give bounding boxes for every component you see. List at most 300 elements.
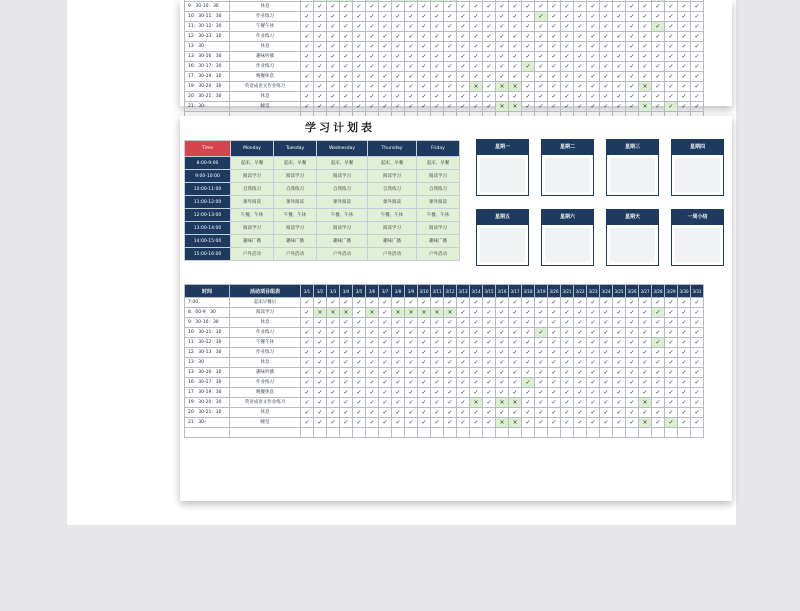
- check-mark-cell[interactable]: ✓: [587, 398, 600, 408]
- check-mark-cell[interactable]: ✓: [483, 378, 496, 388]
- empty-cell[interactable]: [639, 428, 652, 438]
- empty-cell[interactable]: [652, 428, 665, 438]
- check-mark-cell[interactable]: ✓: [444, 82, 457, 92]
- check-mark-cell[interactable]: ✓: [340, 32, 353, 42]
- check-mark-cell[interactable]: ✓: [652, 82, 665, 92]
- empty-cell[interactable]: [574, 428, 587, 438]
- check-mark-cell[interactable]: ✓: [301, 388, 314, 398]
- check-mark-cell[interactable]: ✓: [470, 92, 483, 102]
- check-mark-cell[interactable]: ✓: [665, 92, 678, 102]
- check-mark-cell[interactable]: ✓: [470, 102, 483, 112]
- check-mark-cell[interactable]: ✓: [483, 42, 496, 52]
- plan-activity-cell[interactable]: 起床、早餐: [274, 157, 317, 170]
- check-mark-cell[interactable]: ✓: [431, 378, 444, 388]
- check-mark-cell[interactable]: ✓: [509, 42, 522, 52]
- check-mark-cell[interactable]: ✓: [301, 338, 314, 348]
- check-mark-cell[interactable]: ✓: [314, 418, 327, 428]
- check-mark-cell[interactable]: ✓: [600, 398, 613, 408]
- empty-cell[interactable]: [522, 428, 535, 438]
- check-mark-cell[interactable]: ✓: [574, 12, 587, 22]
- check-mark-cell[interactable]: ✓: [574, 298, 587, 308]
- check-mark-cell[interactable]: ✓: [379, 92, 392, 102]
- check-mark-cell[interactable]: ✓: [626, 388, 639, 398]
- check-mark-cell[interactable]: ✓: [314, 52, 327, 62]
- check-mark-cell[interactable]: ✓: [626, 368, 639, 378]
- check-mark-cell[interactable]: ✓: [431, 358, 444, 368]
- check-mark-cell[interactable]: ✓: [327, 82, 340, 92]
- check-mark-cell[interactable]: ✓: [483, 338, 496, 348]
- check-mark-cell[interactable]: ✓: [301, 102, 314, 112]
- check-mark-cell[interactable]: ✓: [314, 12, 327, 22]
- check-mark-cell[interactable]: ✓: [561, 22, 574, 32]
- empty-cell[interactable]: [405, 428, 418, 438]
- check-mark-cell[interactable]: ✓: [691, 338, 704, 348]
- check-mark-cell[interactable]: ✓: [340, 72, 353, 82]
- check-mark-cell[interactable]: ✓: [574, 102, 587, 112]
- check-mark-cell[interactable]: ✓: [535, 12, 548, 22]
- empty-cell[interactable]: [392, 428, 405, 438]
- check-mark-cell[interactable]: ✓: [613, 318, 626, 328]
- check-mark-cell[interactable]: ✓: [483, 52, 496, 62]
- check-mark-cell[interactable]: ✓: [574, 72, 587, 82]
- check-mark-cell[interactable]: ✓: [548, 32, 561, 42]
- check-mark-cell[interactable]: ✓: [431, 62, 444, 72]
- check-mark-cell[interactable]: ✓: [301, 398, 314, 408]
- check-mark-cell[interactable]: ✓: [431, 52, 444, 62]
- check-mark-cell[interactable]: ✓: [561, 338, 574, 348]
- check-mark-cell[interactable]: ✓: [483, 408, 496, 418]
- check-mark-cell[interactable]: ✓: [587, 338, 600, 348]
- check-mark-cell[interactable]: ✓: [392, 298, 405, 308]
- check-mark-cell[interactable]: ✓: [678, 358, 691, 368]
- check-mark-cell[interactable]: ✓: [301, 72, 314, 82]
- check-mark-cell[interactable]: ✓: [626, 318, 639, 328]
- plan-activity-cell[interactable]: 午餐、午休: [274, 209, 317, 222]
- check-mark-cell[interactable]: ✓: [639, 22, 652, 32]
- check-mark-cell[interactable]: ✓: [327, 42, 340, 52]
- check-mark-cell[interactable]: ✓: [496, 62, 509, 72]
- cross-mark-cell[interactable]: ×: [470, 82, 483, 92]
- check-mark-cell[interactable]: ✓: [327, 328, 340, 338]
- check-mark-cell[interactable]: ✓: [405, 92, 418, 102]
- check-mark-cell[interactable]: ✓: [496, 348, 509, 358]
- check-mark-cell[interactable]: ✓: [652, 62, 665, 72]
- check-mark-cell[interactable]: ✓: [314, 318, 327, 328]
- check-mark-cell[interactable]: ✓: [444, 52, 457, 62]
- day-note-area[interactable]: [480, 228, 525, 262]
- check-mark-cell[interactable]: ✓: [483, 62, 496, 72]
- check-mark-cell[interactable]: ✓: [418, 338, 431, 348]
- check-mark-cell[interactable]: ✓: [379, 12, 392, 22]
- cross-mark-cell[interactable]: ×: [327, 308, 340, 318]
- check-mark-cell[interactable]: ✓: [600, 52, 613, 62]
- check-mark-cell[interactable]: ✓: [444, 368, 457, 378]
- check-mark-cell[interactable]: ✓: [418, 52, 431, 62]
- check-mark-cell[interactable]: ✓: [574, 418, 587, 428]
- check-mark-cell[interactable]: ✓: [314, 2, 327, 12]
- check-mark-cell[interactable]: ✓: [535, 298, 548, 308]
- cross-mark-cell[interactable]: ×: [509, 102, 522, 112]
- check-mark-cell[interactable]: ✓: [587, 102, 600, 112]
- check-mark-cell[interactable]: ✓: [639, 72, 652, 82]
- check-mark-cell[interactable]: ✓: [587, 72, 600, 82]
- check-mark-cell[interactable]: ✓: [522, 398, 535, 408]
- check-mark-cell[interactable]: ✓: [639, 42, 652, 52]
- plan-activity-cell[interactable]: 趣味广播: [231, 235, 274, 248]
- check-mark-cell[interactable]: ✓: [483, 418, 496, 428]
- check-mark-cell[interactable]: ✓: [678, 318, 691, 328]
- check-mark-cell[interactable]: ✓: [652, 72, 665, 82]
- check-mark-cell[interactable]: ✓: [314, 92, 327, 102]
- check-mark-cell[interactable]: ✓: [340, 318, 353, 328]
- check-mark-cell[interactable]: ✓: [691, 72, 704, 82]
- check-mark-cell[interactable]: ✓: [301, 368, 314, 378]
- check-mark-cell[interactable]: ✓: [366, 2, 379, 12]
- check-mark-cell[interactable]: ✓: [548, 378, 561, 388]
- check-mark-cell[interactable]: ✓: [405, 72, 418, 82]
- check-mark-cell[interactable]: ✓: [444, 42, 457, 52]
- check-mark-cell[interactable]: ✓: [366, 378, 379, 388]
- check-mark-cell[interactable]: ✓: [457, 418, 470, 428]
- check-mark-cell[interactable]: ✓: [457, 378, 470, 388]
- check-mark-cell[interactable]: ✓: [509, 32, 522, 42]
- check-mark-cell[interactable]: ✓: [353, 2, 366, 12]
- check-mark-cell[interactable]: ✓: [639, 358, 652, 368]
- check-mark-cell[interactable]: ✓: [470, 2, 483, 12]
- check-mark-cell[interactable]: ✓: [353, 338, 366, 348]
- cross-mark-cell[interactable]: ×: [470, 398, 483, 408]
- check-mark-cell[interactable]: ✓: [613, 348, 626, 358]
- check-mark-cell[interactable]: ✓: [561, 62, 574, 72]
- plan-activity-cell[interactable]: 自我练习: [231, 183, 274, 196]
- check-mark-cell[interactable]: ✓: [353, 408, 366, 418]
- check-mark-cell[interactable]: ✓: [561, 368, 574, 378]
- check-mark-cell[interactable]: ✓: [509, 338, 522, 348]
- check-mark-cell[interactable]: ✓: [548, 328, 561, 338]
- check-mark-cell[interactable]: ✓: [613, 62, 626, 72]
- check-mark-cell[interactable]: ✓: [496, 72, 509, 82]
- check-mark-cell[interactable]: ✓: [652, 318, 665, 328]
- check-mark-cell[interactable]: ✓: [613, 22, 626, 32]
- cross-mark-cell[interactable]: ×: [496, 418, 509, 428]
- check-mark-cell[interactable]: ✓: [457, 82, 470, 92]
- check-mark-cell[interactable]: ✓: [548, 62, 561, 72]
- check-mark-cell[interactable]: ✓: [678, 12, 691, 22]
- check-mark-cell[interactable]: ✓: [561, 12, 574, 22]
- check-mark-cell[interactable]: ✓: [405, 298, 418, 308]
- plan-activity-cell[interactable]: 起床、早餐: [317, 157, 368, 170]
- check-mark-cell[interactable]: ✓: [457, 318, 470, 328]
- check-mark-cell[interactable]: ✓: [587, 358, 600, 368]
- check-mark-cell[interactable]: ✓: [587, 318, 600, 328]
- check-mark-cell[interactable]: ✓: [522, 408, 535, 418]
- check-mark-cell[interactable]: ✓: [626, 358, 639, 368]
- check-mark-cell[interactable]: ✓: [392, 368, 405, 378]
- check-mark-cell[interactable]: ✓: [379, 308, 392, 318]
- check-mark-cell[interactable]: ✓: [353, 12, 366, 22]
- check-mark-cell[interactable]: ✓: [613, 102, 626, 112]
- check-mark-cell[interactable]: ✓: [405, 22, 418, 32]
- check-mark-cell[interactable]: ✓: [379, 102, 392, 112]
- check-mark-cell[interactable]: ✓: [418, 72, 431, 82]
- check-mark-cell[interactable]: ✓: [314, 22, 327, 32]
- check-mark-cell[interactable]: ✓: [561, 398, 574, 408]
- check-mark-cell[interactable]: ✓: [483, 82, 496, 92]
- check-mark-cell[interactable]: ✓: [379, 318, 392, 328]
- check-mark-cell[interactable]: ✓: [314, 102, 327, 112]
- check-mark-cell[interactable]: ✓: [366, 328, 379, 338]
- check-mark-cell[interactable]: ✓: [457, 12, 470, 22]
- check-mark-cell[interactable]: ✓: [665, 328, 678, 338]
- check-mark-cell[interactable]: ✓: [574, 62, 587, 72]
- check-mark-cell[interactable]: ✓: [522, 388, 535, 398]
- check-mark-cell[interactable]: ✓: [457, 298, 470, 308]
- check-mark-cell[interactable]: ✓: [496, 22, 509, 32]
- empty-cell[interactable]: [509, 428, 522, 438]
- check-mark-cell[interactable]: ✓: [366, 92, 379, 102]
- check-mark-cell[interactable]: ✓: [691, 22, 704, 32]
- check-mark-cell[interactable]: ✓: [561, 298, 574, 308]
- check-mark-cell[interactable]: ✓: [444, 22, 457, 32]
- check-mark-cell[interactable]: ✓: [496, 2, 509, 12]
- check-mark-cell[interactable]: ✓: [561, 2, 574, 12]
- check-mark-cell[interactable]: ✓: [366, 62, 379, 72]
- check-mark-cell[interactable]: ✓: [366, 42, 379, 52]
- check-mark-cell[interactable]: ✓: [470, 318, 483, 328]
- empty-cell[interactable]: [561, 428, 574, 438]
- check-mark-cell[interactable]: ✓: [470, 368, 483, 378]
- plan-activity-cell[interactable]: 课外阅读: [417, 196, 460, 209]
- check-mark-cell[interactable]: ✓: [392, 378, 405, 388]
- empty-cell[interactable]: [457, 428, 470, 438]
- check-mark-cell[interactable]: ✓: [405, 318, 418, 328]
- check-mark-cell[interactable]: ✓: [574, 358, 587, 368]
- check-mark-cell[interactable]: ✓: [561, 328, 574, 338]
- check-mark-cell[interactable]: ✓: [626, 2, 639, 12]
- check-mark-cell[interactable]: ✓: [574, 308, 587, 318]
- check-mark-cell[interactable]: ✓: [418, 62, 431, 72]
- check-mark-cell[interactable]: ✓: [418, 348, 431, 358]
- check-mark-cell[interactable]: ✓: [444, 348, 457, 358]
- check-mark-cell[interactable]: ✓: [587, 388, 600, 398]
- check-mark-cell[interactable]: ✓: [535, 418, 548, 428]
- check-mark-cell[interactable]: ✓: [353, 308, 366, 318]
- check-mark-cell[interactable]: ✓: [535, 52, 548, 62]
- check-mark-cell[interactable]: ✓: [457, 358, 470, 368]
- check-mark-cell[interactable]: ✓: [301, 358, 314, 368]
- check-mark-cell[interactable]: ✓: [444, 62, 457, 72]
- check-mark-cell[interactable]: ✓: [483, 328, 496, 338]
- check-mark-cell[interactable]: ✓: [574, 42, 587, 52]
- check-mark-cell[interactable]: ✓: [548, 398, 561, 408]
- check-mark-cell[interactable]: ✓: [405, 338, 418, 348]
- check-mark-cell[interactable]: ✓: [457, 92, 470, 102]
- check-mark-cell[interactable]: ✓: [392, 22, 405, 32]
- check-mark-cell[interactable]: ✓: [431, 22, 444, 32]
- check-mark-cell[interactable]: ✓: [678, 32, 691, 42]
- check-mark-cell[interactable]: ✓: [457, 348, 470, 358]
- cross-mark-cell[interactable]: ×: [509, 418, 522, 428]
- check-mark-cell[interactable]: ✓: [483, 348, 496, 358]
- check-mark-cell[interactable]: ✓: [535, 368, 548, 378]
- check-mark-cell[interactable]: ✓: [639, 408, 652, 418]
- check-mark-cell[interactable]: ✓: [496, 328, 509, 338]
- check-mark-cell[interactable]: ✓: [366, 102, 379, 112]
- check-mark-cell[interactable]: ✓: [418, 82, 431, 92]
- check-mark-cell[interactable]: ✓: [327, 2, 340, 12]
- check-mark-cell[interactable]: ✓: [327, 348, 340, 358]
- check-mark-cell[interactable]: ✓: [353, 92, 366, 102]
- check-mark-cell[interactable]: ✓: [496, 408, 509, 418]
- cross-mark-cell[interactable]: ×: [509, 398, 522, 408]
- check-mark-cell[interactable]: ✓: [405, 408, 418, 418]
- check-mark-cell[interactable]: ✓: [470, 42, 483, 52]
- check-mark-cell[interactable]: ✓: [561, 72, 574, 82]
- check-mark-cell[interactable]: ✓: [340, 328, 353, 338]
- check-mark-cell[interactable]: ✓: [483, 398, 496, 408]
- check-mark-cell[interactable]: ✓: [548, 358, 561, 368]
- check-mark-cell[interactable]: ✓: [418, 32, 431, 42]
- check-mark-cell[interactable]: ✓: [496, 308, 509, 318]
- check-mark-cell[interactable]: ✓: [561, 42, 574, 52]
- check-mark-cell[interactable]: ✓: [418, 368, 431, 378]
- check-mark-cell[interactable]: ✓: [626, 418, 639, 428]
- check-mark-cell[interactable]: ✓: [379, 368, 392, 378]
- check-mark-cell[interactable]: ✓: [379, 418, 392, 428]
- check-mark-cell[interactable]: ✓: [470, 32, 483, 42]
- check-mark-cell[interactable]: ✓: [678, 2, 691, 12]
- check-mark-cell[interactable]: ✓: [522, 72, 535, 82]
- check-mark-cell[interactable]: ✓: [522, 102, 535, 112]
- check-mark-cell[interactable]: ✓: [587, 368, 600, 378]
- check-mark-cell[interactable]: ✓: [431, 102, 444, 112]
- check-mark-cell[interactable]: ✓: [600, 358, 613, 368]
- check-mark-cell[interactable]: ✓: [496, 32, 509, 42]
- check-mark-cell[interactable]: ✓: [587, 328, 600, 338]
- check-mark-cell[interactable]: ✓: [418, 22, 431, 32]
- check-mark-cell[interactable]: ✓: [353, 42, 366, 52]
- check-mark-cell[interactable]: ✓: [301, 408, 314, 418]
- check-mark-cell[interactable]: ✓: [366, 358, 379, 368]
- check-mark-cell[interactable]: ✓: [522, 62, 535, 72]
- check-mark-cell[interactable]: ✓: [574, 398, 587, 408]
- check-mark-cell[interactable]: ✓: [431, 348, 444, 358]
- check-mark-cell[interactable]: ✓: [496, 378, 509, 388]
- check-mark-cell[interactable]: ✓: [678, 338, 691, 348]
- check-mark-cell[interactable]: ✓: [535, 92, 548, 102]
- check-mark-cell[interactable]: ✓: [561, 308, 574, 318]
- check-mark-cell[interactable]: ✓: [678, 22, 691, 32]
- check-mark-cell[interactable]: ✓: [340, 378, 353, 388]
- check-mark-cell[interactable]: ✓: [678, 298, 691, 308]
- check-mark-cell[interactable]: ✓: [587, 418, 600, 428]
- check-mark-cell[interactable]: ✓: [340, 298, 353, 308]
- check-mark-cell[interactable]: ✓: [353, 398, 366, 408]
- check-mark-cell[interactable]: ✓: [613, 92, 626, 102]
- check-mark-cell[interactable]: ✓: [366, 298, 379, 308]
- check-mark-cell[interactable]: ✓: [691, 82, 704, 92]
- check-mark-cell[interactable]: ✓: [392, 338, 405, 348]
- check-mark-cell[interactable]: ✓: [678, 328, 691, 338]
- check-mark-cell[interactable]: ✓: [470, 62, 483, 72]
- check-mark-cell[interactable]: ✓: [665, 52, 678, 62]
- check-mark-cell[interactable]: ✓: [613, 368, 626, 378]
- check-mark-cell[interactable]: ✓: [509, 388, 522, 398]
- check-mark-cell[interactable]: ✓: [678, 408, 691, 418]
- check-mark-cell[interactable]: ✓: [691, 92, 704, 102]
- check-mark-cell[interactable]: ✓: [392, 72, 405, 82]
- check-mark-cell[interactable]: ✓: [652, 368, 665, 378]
- check-mark-cell[interactable]: ✓: [379, 298, 392, 308]
- plan-activity-cell[interactable]: 阅读学习: [274, 170, 317, 183]
- check-mark-cell[interactable]: ✓: [314, 62, 327, 72]
- plan-activity-cell[interactable]: 课外阅读: [274, 196, 317, 209]
- check-mark-cell[interactable]: ✓: [574, 368, 587, 378]
- check-mark-cell[interactable]: ✓: [327, 72, 340, 82]
- check-mark-cell[interactable]: ✓: [587, 348, 600, 358]
- check-mark-cell[interactable]: ✓: [457, 52, 470, 62]
- check-mark-cell[interactable]: ✓: [665, 338, 678, 348]
- check-mark-cell[interactable]: ✓: [392, 318, 405, 328]
- check-mark-cell[interactable]: ✓: [535, 22, 548, 32]
- check-mark-cell[interactable]: ✓: [418, 42, 431, 52]
- plan-activity-cell[interactable]: 阅读学习: [368, 222, 417, 235]
- check-mark-cell[interactable]: ✓: [522, 338, 535, 348]
- check-mark-cell[interactable]: ✓: [652, 92, 665, 102]
- check-mark-cell[interactable]: ✓: [678, 82, 691, 92]
- check-mark-cell[interactable]: ✓: [444, 378, 457, 388]
- day-note-area[interactable]: [675, 158, 720, 192]
- check-mark-cell[interactable]: ✓: [665, 12, 678, 22]
- check-mark-cell[interactable]: ✓: [678, 42, 691, 52]
- check-mark-cell[interactable]: ✓: [600, 12, 613, 22]
- plan-activity-cell[interactable]: 自我练习: [317, 183, 368, 196]
- check-mark-cell[interactable]: ✓: [470, 388, 483, 398]
- check-mark-cell[interactable]: ✓: [652, 22, 665, 32]
- check-mark-cell[interactable]: ✓: [509, 308, 522, 318]
- check-mark-cell[interactable]: ✓: [522, 308, 535, 318]
- check-mark-cell[interactable]: ✓: [639, 298, 652, 308]
- check-mark-cell[interactable]: ✓: [652, 12, 665, 22]
- check-mark-cell[interactable]: ✓: [431, 398, 444, 408]
- check-mark-cell[interactable]: ✓: [626, 82, 639, 92]
- check-mark-cell[interactable]: ✓: [379, 62, 392, 72]
- plan-activity-cell[interactable]: 户外活动: [274, 248, 317, 261]
- check-mark-cell[interactable]: ✓: [613, 408, 626, 418]
- check-mark-cell[interactable]: ✓: [340, 398, 353, 408]
- check-mark-cell[interactable]: ✓: [691, 308, 704, 318]
- check-mark-cell[interactable]: ✓: [340, 338, 353, 348]
- check-mark-cell[interactable]: ✓: [444, 398, 457, 408]
- check-mark-cell[interactable]: ✓: [340, 102, 353, 112]
- check-mark-cell[interactable]: ✓: [457, 62, 470, 72]
- check-mark-cell[interactable]: ✓: [340, 388, 353, 398]
- empty-cell[interactable]: [483, 428, 496, 438]
- check-mark-cell[interactable]: ✓: [457, 22, 470, 32]
- check-mark-cell[interactable]: ✓: [327, 32, 340, 42]
- check-mark-cell[interactable]: ✓: [535, 338, 548, 348]
- check-mark-cell[interactable]: ✓: [353, 348, 366, 358]
- check-mark-cell[interactable]: ✓: [691, 102, 704, 112]
- check-mark-cell[interactable]: ✓: [535, 82, 548, 92]
- check-mark-cell[interactable]: ✓: [457, 398, 470, 408]
- check-mark-cell[interactable]: ✓: [405, 82, 418, 92]
- check-mark-cell[interactable]: ✓: [392, 12, 405, 22]
- check-mark-cell[interactable]: ✓: [691, 42, 704, 52]
- check-mark-cell[interactable]: ✓: [509, 72, 522, 82]
- check-mark-cell[interactable]: ✓: [353, 102, 366, 112]
- check-mark-cell[interactable]: ✓: [418, 388, 431, 398]
